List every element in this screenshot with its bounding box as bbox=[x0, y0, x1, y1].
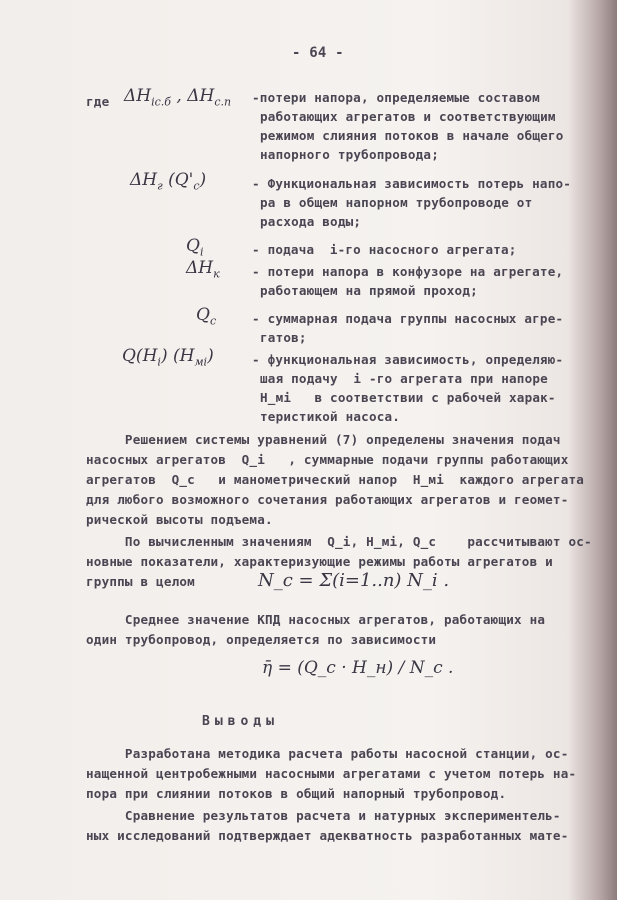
definition-text: гатов; bbox=[260, 330, 307, 345]
paragraph-line: насосных агрегатов Q_i , суммарные подачи группы работающих bbox=[86, 452, 569, 467]
paragraph-line: Среднее значение КПД насосных агрегатов, работающих на bbox=[86, 612, 546, 627]
definition-text: - суммарная подача группы насосных агре- bbox=[252, 311, 564, 326]
definition-text: - потери напора в конфузоре на агрегате, bbox=[252, 264, 564, 279]
definition-text: работающих агрегатов и соответствующим bbox=[260, 109, 556, 124]
definition-text: напорного трубопровода; bbox=[260, 147, 439, 162]
paragraph-line: новные показатели, характеризующие режимы работы агрегатов и bbox=[86, 554, 553, 569]
formula-nc-sum: N_c = Σ(i=1..n) N_i . bbox=[258, 570, 450, 591]
conclusion-line: ных исследований подтверждает адекватность разработанных мате- bbox=[86, 828, 569, 843]
definition-text: шая подачу i -го агрегата при напоре bbox=[260, 371, 548, 386]
symbol-qc: $Q_c$ bbox=[196, 305, 217, 328]
definition-text: - Функциональная зависимость потерь напо- bbox=[252, 176, 572, 191]
paragraph-line: агрегатов Q_c и манометрический напор H_мi каждого агрегата bbox=[86, 472, 585, 487]
definition-text: режимом слияния потоков в начале общего bbox=[260, 128, 564, 143]
paragraph-line: рической высоты подъема. bbox=[86, 512, 273, 527]
paragraph-line: для любого возможного сочетания работающих агрегатов и геомет- bbox=[86, 492, 569, 507]
paragraph-line: Решением системы уравнений (7) определены значения подач bbox=[86, 432, 561, 447]
symbol-q-hi-hmi: $Q(H_i)$ $(H_{мi})$ bbox=[122, 346, 214, 369]
where-label: где bbox=[86, 94, 110, 109]
paragraph-line: группы в целом bbox=[86, 574, 195, 589]
definition-text: -потери напора, определяемые составом bbox=[252, 90, 540, 105]
definition-text: работающем на прямой проход; bbox=[260, 283, 478, 298]
section-heading: Выводы bbox=[202, 714, 279, 729]
symbol-qi: $Q_i$ bbox=[186, 236, 204, 259]
conclusion-line: пора при слиянии потоков в общий напорный трубопровод. bbox=[86, 786, 507, 801]
symbol-dh-g: $\Delta H_г$ $(Q'_c)$ bbox=[130, 170, 207, 193]
symbol-dh-k: $\Delta H_к$ bbox=[186, 258, 220, 281]
definition-text: - функциональная зависимость, определяю- bbox=[252, 352, 564, 367]
definition-text: расхода воды; bbox=[260, 214, 362, 229]
conclusion-line: Сравнение результатов расчета и натурных экспериментель- bbox=[86, 808, 561, 823]
conclusion-line: Разработана методика расчета работы насосной станции, ос- bbox=[86, 746, 569, 761]
definition-text: теристикой насоса. bbox=[260, 409, 401, 424]
definition-text: H_мi в соответствии с рабочей харак- bbox=[260, 390, 556, 405]
definition-text: ра в общем напорном трубопроводе от bbox=[260, 195, 533, 210]
paragraph-line: один трубопровод, определяется по зависимости bbox=[86, 632, 437, 647]
page-number: - 64 - bbox=[292, 45, 344, 61]
paragraph-line: По вычисленным значениям Q_i, H_мi, Q_c рассчитывают ос- bbox=[86, 534, 592, 549]
conclusion-line: нащенной центробежными насосными агрегатами с учетом потерь на- bbox=[86, 766, 577, 781]
formula-efficiency: η̄ = (Q_c · H_н) / N_c . bbox=[262, 658, 454, 678]
symbol-dh-ic-dh-cp: $\Delta H_{ic.б}$ , $\Delta H_{c.п}$ bbox=[124, 86, 232, 109]
definition-text: - подача i-го насосного агрегата; bbox=[252, 242, 517, 257]
